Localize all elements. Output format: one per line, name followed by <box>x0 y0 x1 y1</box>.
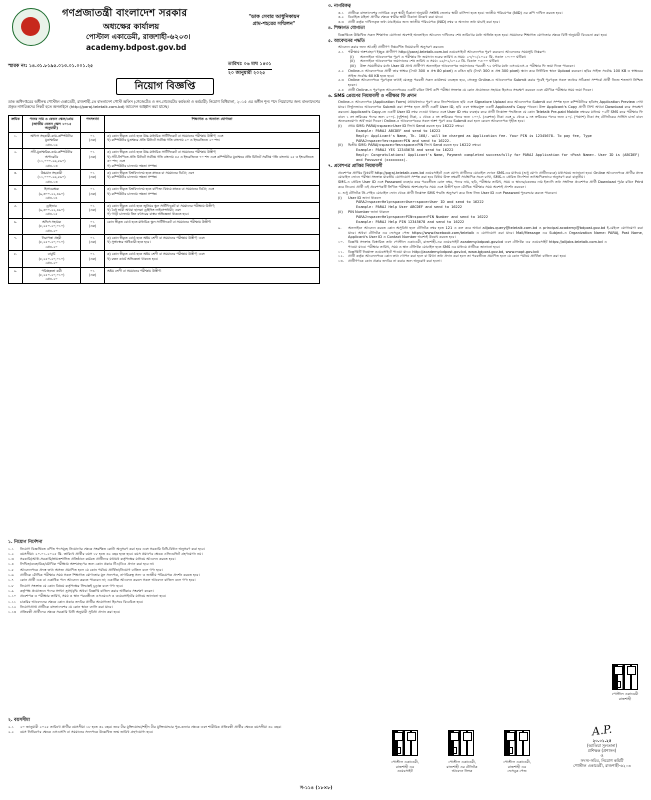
cell-qualification: ক) কোন স্বীকৃত বোর্ড হতে অষ্টম শ্রেণী বা সমমানের পরীক্ষায় উত্তীর্ণ; এবং খ) সুস্বাস্থ্যের অধিকারী হতে হবে। <box>105 235 320 251</box>
paragraph: Online আবেদনপত্রে পূরণকৃত তথ্যই যেহেতু পরবর্তী সকল কার্যক্রমে ব্যবহৃত হবে, সেহেতু Online-এ আবেদনপত্র Submit করার পূর্বেই পূরণকৃত সকল তথ্যের সঠিকতা সম্পর্কে প্রার্থী নিজে শতভাগ নিশ্চিত হবেন। <box>348 78 643 88</box>
qr-caption-application: পোস্টাল একাডেমী, রাজশাহী এর টেলিটক আবেদন লিংক <box>446 760 478 774</box>
rule-item <box>8 568 320 573</box>
date-label: তারিখঃ <box>228 62 243 67</box>
cell-post: নিরাপত্তা প্রহরী (৮,২৫০-২০,০১০) গ্রেড-২০ <box>23 235 81 251</box>
slogan: "ডাক সেবার আধুনিকায়ন গ্রাম-শহরের সম্মিলন" <box>248 14 300 27</box>
sms-reply: Reply: Congratulations! Applicant's Name, Payment completed successfully for PARAJ Application for <Post Name>. User ID is (ABCDEF) and Password (xxxxxxxx). <box>356 152 640 162</box>
signatory-designation: প্রশিক্ষক (প্রশাসন) <box>587 747 617 753</box>
item-number: (i) <box>350 54 354 59</box>
rule-item <box>8 610 320 615</box>
rule-list <box>8 725 320 735</box>
paragraph: Online-এ আবেদনপত্রে প্রার্থী তার স্বাক্ষর (দৈর্ঘ্য 300 × প্রস্থ 80 pixel) ও রঙিন ছবি (দৈর্ঘ্য 300 × প্রস্থ 300 pixel) স্ক্যান করে নির্ধারিত স্থানে Upload করবেন। ছবির সাইজ সর্বোচ্চ 100 KB ও স্বাক্ষরের সাইজ সর্বোচ্চ 60 KB হতে হবে। <box>348 68 643 78</box>
item-text: অনলাইনে আবেদনপত্র পূরণ ও পরীক্ষার ফি জমাদান শুরুর তারিখ ও সময়: ২৭/০১/২০২৫ খ্রি. সকাল ১০:০০ ঘটিকা। <box>360 54 527 59</box>
step-number: (ii) <box>338 210 343 215</box>
signatory-name: (আতিয়া সুলতানা) <box>586 742 618 748</box>
rule-number: ২.১ <box>8 724 14 729</box>
cell-post: অফিস সহায়ক (৮,২৫০-২০,০১০) গ্রেড-২০ <box>23 218 81 234</box>
recovery-steps <box>328 196 643 225</box>
rule-text: প্রার্থীকে মৌখিক পরীক্ষার সময় সকল শিক্ষাগত যোগ্যতার মূল সনদপত্র, নাগরিকত্ব সনদ ও জাতীয় পরিচয়পত্র প্রদর্শন করতে হবে। <box>20 573 200 578</box>
website-qr-code-icon <box>392 730 418 756</box>
paragraph: ৮. শুধু টেলিটক প্রি-পেইড মোবাইল ফোন থেকে প্রার্থী নিম্নোক্ত SMS পদ্ধতি অনুসরণ করে নিজ নিজ User ID এবং Password পুনরুদ্ধার করতে পারবেন। <box>338 190 557 195</box>
table-row <box>9 218 320 234</box>
cell-qualification: ক) কোন স্বীকৃত বিশ্ববিদ্যালয় হতে বাণিজ্য বিষয়ে স্নাতক বা সমমানের ডিগ্রি; এবং খ) কম্পিউটার চালনায় দক্ষতা সম্পন্ন। <box>105 186 320 202</box>
sms-example: Example: PARAJ YES 12345678 and send to 16222 <box>356 148 454 153</box>
rule-number: ১.৪ <box>8 562 14 567</box>
sms-reply: Example: PARAJ Help User ABCDEF and send to 16222 <box>356 205 463 210</box>
cell-serial: ৭. <box>9 235 23 251</box>
rule-text: চাকরির আবেদনের ক্ষেত্রে কোন প্রকার তদবির প্রার্থীর অযোগ্যতা হিসেবে বিবেচিত হবে। <box>20 599 144 604</box>
item-number: ৩.২ <box>338 15 344 20</box>
cell-qualification: ক) কোন স্বীকৃত বোর্ড হতে জুনিয়র স্কুল সার্টিফিকেট বা সমমানের পরীক্ষায় উত্তীর্ণ; খ) বৈধ ভারী অথবা হালকা ড্রাইভিং লাইসেন্সধারী; এবং গ) গাড়ী চালনায় তিন বৎসরের বাস্তব অভিজ্ঞতা থাকতে হবে। <box>105 202 320 218</box>
item-text: প্রার্থী কর্তৃক দাখিলকৃত তথ্য যাচাইয়ের জন্য জাতীয় পরিচয়পত্র (NID) নম্বর ও অন্যান্য তথ্য যাচাই করা হবে। <box>348 19 500 24</box>
cell-count: ০১ (এক) <box>81 186 105 202</box>
cell-post: ড্রাইভার (৯,৩০০-২২,৪৯০) গ্রেড-১৫ <box>23 202 81 218</box>
step-text: প্রথম SMS: PARAJ<space>User ID লিখে Send করতে হবে 16222 নম্বরে। <box>348 124 464 129</box>
table-header-row <box>9 116 320 133</box>
col-count: পদসংখ্যা <box>81 116 105 133</box>
cell-count: ০১ (এক) <box>81 133 105 149</box>
header <box>8 4 320 68</box>
date-block <box>228 62 272 76</box>
rule-number: ১.৬ <box>8 573 14 578</box>
paragraph: প্রার্থীগণকে কোন প্রকার তদবির না করার জন্য অনুরোধ করা হলো। <box>348 258 442 263</box>
page-title: নিয়োগ বিজ্ঞপ্তি <box>116 78 214 95</box>
paragraph: বিজ্ঞপ্তি সংক্রান্ত বিস্তারিত তথ্য পোস্টাল একাডেমী, রাজশাহী-এর ওয়েবসাইট academy.bdpost.gov.bd এবং টেলিটক এর ওয়েবসাইট https://alljobs.teletalk.com.bd এ পাওয়া যাবে। পরীক্ষার তারিখ, সময় ও স্থান টেলিটক মোবাইল হতে SMS এর মাধ্যমে প্রার্থীকে জানানো হবে। <box>348 240 607 249</box>
item-number: ৩.১ <box>338 10 344 15</box>
table-row <box>9 202 320 218</box>
facebook-qr-code-icon <box>504 730 530 756</box>
rule-text: বয়সসীমা: ২০-০১-২০২৫ খ্রি. তারিখে প্রার্থীর বয়স ১৮ হতে ৩২ বছর হতে হবে। বয়স প্রমাণের ক্ষেত্রে এফিডেভিট গ্রহণযোগ্য নয়। <box>20 551 203 556</box>
section-heading: ৬. SMS প্রেরণের নিয়মাবলী ও পরীক্ষার ফি প্রদান <box>328 93 417 99</box>
section-heading: ৭. প্রবেশপত্র প্রাপ্তির নিয়মাবলী <box>328 164 383 170</box>
rule-number: ১.৮ <box>8 583 14 588</box>
section-heading: ৩. নাগরিকত্ব <box>328 4 351 9</box>
table-row <box>9 251 320 267</box>
paragraph: প্রবেশপত্র প্রাপ্তির বিষয়টি http://paraj.teletalk.com.bd ওয়েবসাইটে এবং যোগ্য প্রার্থীদের মোবাইল ফোনে SMS-এর মাধ্যমে (শুধু যোগ্য প্রার্থীদেরকে) যথাসময়ে জানানো হবে। Online আবেদনপত্রে প্রার্থীর প্রদত্ত মোবাইল ফোনে পরীক্ষা সংক্রান্ত যাবতীয় যোগাযোগ সম্পন্ন করা হবে বিধায় উক্ত নম্বরটি সার্বক্ষণিক সচল রাখা, SMS-এ প্রেরিত নির্দেশনা তাৎক্ষণিকভাবে অনুসরণ করা বাঞ্ছনীয়। <box>338 170 643 180</box>
table-row <box>9 133 320 149</box>
cell-serial: ৩. <box>9 169 23 185</box>
rule-number: ১.৩ <box>8 557 14 562</box>
cell-count: ০১ (এক) <box>81 235 105 251</box>
rule-text: নিয়োগ সংক্রান্ত যে কোন বিষয়ে কর্তৃপক্ষের সিদ্ধান্তই চূড়ান্ত বলে গণ্য হবে। <box>20 583 124 588</box>
rule-item <box>8 552 320 557</box>
cell-serial: ৪. <box>9 186 23 202</box>
paragraph: আবেদন করার জন্য আগ্রহী প্রার্থীগণ নিম্নবর্ণিত নিয়মাবলী অনুসরণ করবেন: <box>338 45 445 50</box>
qr-caption-facebook: পোস্টাল একাডেমী, রাজশাহী এর ফেসবুক পেজ <box>503 760 531 774</box>
cell-post: বাবুর্চি (৮,২৫০-২০,০১০) গ্রেড-২০ <box>23 251 81 267</box>
step-text: দ্বিতীয় SMS: PARAJ<space>Yes<space>PIN লিখে Send করতে হবে 16222 নম্বরে। <box>348 143 482 148</box>
rule-item <box>8 594 320 599</box>
rule-number: ১.১৩ <box>8 610 17 615</box>
cell-serial: ৯. <box>9 267 23 283</box>
cell-count: ০১ (এক) <box>81 267 105 283</box>
signature-date: ২০.০১.২৫ <box>592 737 612 743</box>
rule-item <box>8 584 320 589</box>
qr-caption-website: পোস্টাল একাডেমী, রাজশাহী এর ওয়েবসাইট <box>391 760 419 774</box>
general-instructions <box>8 540 320 616</box>
cell-count: ০১ (এক) <box>81 149 105 170</box>
vacancy-rows <box>9 133 320 284</box>
vacancy-table <box>8 115 320 284</box>
rule-number: ১.১২ <box>8 605 17 610</box>
signatory-office: পোস্টাল একাডেমী, রাজশাহী-৬২০৩ <box>573 762 631 768</box>
section-heading: ৫. আবেদনের পদ্ধতি <box>328 38 365 44</box>
office-address: পোস্টাল একাডেমী, রাজশাহী-৬২০৩। <box>86 33 191 41</box>
list-item <box>338 20 643 25</box>
item-text: প্রার্থীকে বাংলাদেশের নাগরিক এবং স্থায়ী ঠিকানা অনুযায়ী সংশ্লিষ্ট জেলার স্থায়ী বাসিন্দা হতে হবে। জাতীয় পরিচয়পত্র (NID) এর কপি দাখিল করতে হবে। <box>348 10 563 15</box>
col-post: পদের নাম ও বেতন স্কেল/গ্রেড (জাতীয় বেতন স্কেল ২০১৫ অনুযায়ী) <box>23 116 81 133</box>
paragraph: পরীক্ষায় অংশগ্রহণে ইচ্ছুক প্রার্থীগণ http://paraj.teletalk.com.bd ওয়েবসাইটে আবেদনপত্র পূরণ করবেন। আবেদনের সময়সূচি নিম্নরূপ: <box>348 49 546 54</box>
rule-item <box>8 578 320 583</box>
rule-text: ২০ জানুয়ারী ২০২৫ তারিখে প্রার্থীর বয়সসীমা ১৮ হতে ৩২ বছর। তবে বীর মুক্তিযোদ্ধা/শহীদ বীর মুক্তিযোদ্ধার পুত্র-কন্যার ক্ষেত্রে এবং শারীরিক প্রতিবন্ধী প্রার্থীর ক্ষেত্রে বয়সসীমা ৩২ বছর। <box>20 724 282 729</box>
rule-item <box>8 547 320 552</box>
sms-steps <box>328 124 643 163</box>
website-qr-code-icon <box>612 664 638 690</box>
paragraph: বিজ্ঞপ্তিটি নিম্নোক্ত ওয়েবসাইটে পাওয়া যাবে: http://academy.bdpost.gov.bd, www.bdpost.gov.bd, www.mopt.gov.bd। <box>348 249 540 254</box>
item-number: ৩.৩ <box>338 19 344 24</box>
table-row <box>9 169 320 185</box>
step-number: (ii) <box>338 143 343 148</box>
signature-scribble: A.P. <box>591 722 613 739</box>
print-reference: স-১১৪ (১৮×৮) <box>300 786 333 791</box>
rule-text: প্রবেশপত্র ও পরীক্ষার তারিখ, সময় ও স্থান পরবর্তীতে এসএমএস ও ওয়েবসাইটের মাধ্যমে জানানো হবে। <box>20 594 167 599</box>
cell-qualification: ক) কোন স্বীকৃত বোর্ড হতে অষ্টম শ্রেণী বা সমমানের পরীক্ষায় উত্তীর্ণ; এবং খ) রন্ধন কার্যে অভিজ্ঞতা থাকতে হবে। <box>105 251 320 267</box>
rule-number: ২.২ <box>8 729 14 734</box>
cell-serial: ৫. <box>9 202 23 218</box>
table-row <box>9 235 320 251</box>
cell-count: ০১ (এক) <box>81 202 105 218</box>
rule-text: নিয়োগপ্রাপ্ত প্রার্থীকে বাংলাদেশের যে কোন স্থানে বদলি করা যাবে। <box>20 605 113 610</box>
cell-qualification: ক) কোন স্বীকৃত বিশ্ববিদ্যালয় হতে স্নাতক বা সমমানের ডিগ্রি; এবং খ) কম্পিউটার চালনায় দক্ষতা সম্পন্ন। <box>105 169 320 185</box>
rule-item <box>8 600 320 605</box>
schedule-list <box>340 55 643 69</box>
section-heading: ২. বয়সসীমা <box>8 718 30 723</box>
rule-number: ১.৭ <box>8 578 14 583</box>
paragraph: বিজ্ঞপ্তিতে উল্লিখিত সকল শিক্ষাগত যোগ্যতা অবশ্যই অনলাইনে আবেদন দাখিলের শেষ তারিখের মধ্যে অর্জিত হতে হবে। সমমানের শিক্ষাগত যোগ্যতার ক্ষেত্রে বিধি অনুযায়ী বিবেচনা করা হবে। <box>338 32 608 37</box>
paragraph: Online-এ আবেদনপত্র (Application Form) যথাযথভাবে পূরণ করে নির্দেশনামতে ছবি এবং Signature Upload করে আবেদনপত্র Submit করা সম্পন্ন হলে কম্পিউটারে ছবিসহ Application Preview দেখা যাবে। নির্ভুলভাবে আবেদনপত্র Submit করা সম্পন্ন হলে প্রার্থী একটি User ID, ছবি এবং স্বাক্ষরযুক্ত একটি Applicant's Copy পাবেন। উক্ত Applicant's Copy প্রার্থী প্রিন্ট অথবা Download করে সংরক্ষণ করবেন। Applicant's Copy-তে একটি User ID নম্বর দেওয়া থাকবে এবং User ID নম্বর ব্যবহার করে প্রার্থী নিম্নোক্ত পদ্ধতিতে যে কোন Teletalk Pre-paid Mobile নম্বরের মাধ্যমে ০২টি SMS করে পরীক্ষার ফি বাবদ ১ নং ক্রমিকের পদের জন্য ২০০/- (দুইশত) টাকা, ২ থেকে ৫ নং ক্রমিকের পদের জন্য ১০০/- (একশত) টাকা এবং ৬ থেকে ৯ নং ক্রমিকের পদের জন্য ৫০/- (পঞ্চাশ) টাকা সহ টেলিটকের সার্ভিস চার্জ বাবদ অফেরতযোগ্য অর্থ জমা দিবেন। Online-এ আবেদনপত্রের সকল অংশ পূরণ করে Submit করা হলে কেবল আবেদনপত্র গৃহীত হবে। <box>338 100 643 124</box>
item-text: বিবাহিত মহিলা প্রার্থীর ক্ষেত্রে স্বামীর স্থায়ী ঠিকানা উল্লেখ করা যাবে। <box>348 15 444 20</box>
qr-side-caption: পোস্টাল একাডেমী রাজশাহী <box>611 692 639 701</box>
rule-number: ১.৯ <box>8 589 14 594</box>
government-title: গণপ্রজাতন্ত্রী বাংলাদেশ সরকার <box>62 8 188 19</box>
rule-item <box>8 730 320 735</box>
office-title: অধ্যক্ষের কার্যালয় <box>103 22 160 31</box>
date-english: ২০ জানুয়ারী ২০২৫ <box>228 69 272 77</box>
cell-count: ০১ (এক) <box>81 251 105 267</box>
intro-paragraph: ডাক অধিদপ্তরের অধীনস্থ পোস্টাল একাডেমী, রাজশাহী-তে বাংলাদেশ পোস্ট অফিস (গেজেটেড ও নন-গেজেটেড কর্মকর্তা ও কর্মচারী) নিয়োগ বিধিমালা, ২০১৫ এর অধীন শূন্য পদে নিয়োগের জন্য বাংলাদেশের প্রকৃত নাগরিকদের নিকট হতে অনলাইনে (http://paraj.teletalk.com.bd) আবেদন আহ্বান করা যাচ্ছে। <box>8 99 320 110</box>
memo-number: স্মারক নং: ১৪.৩১.৮১৯৫.০১৩.০১.০০১.২৫ <box>8 64 94 69</box>
cell-serial: ৬. <box>9 218 23 234</box>
item-number: (ii) <box>350 59 355 64</box>
cell-serial: ১. <box>9 133 23 149</box>
sms-example: PARAJ<space>Help<space>User<space>User ID and send to 16222 <box>356 200 484 205</box>
table-row <box>9 149 320 170</box>
step-text: User ID জানা থাকলে <box>348 195 381 200</box>
rule-number: ১.৫ <box>8 567 14 572</box>
rule-item <box>8 725 320 730</box>
signatory-conjunction: ও <box>600 752 604 758</box>
cell-qualification: ক) কোন স্বীকৃত বোর্ড হতে উচ্চ মাধ্যমিক সার্টিফিকেট বা সমমানের পরীক্ষায় উত্তীর্ণ; খ) সাঁট-লিপিতে প্রতি মিনিটে সর্বনিম্ন গতি বাংলায় ৪৫ ও ইংরেজিতে ৭০ শব্দ এবং কম্পিউটার মুদ্রাক্ষরে প্রতি মিনিটে সর্বনিম্ন গতি বাংলায় ২৫ ও ইংরেজিতে ৩০ শব্দ; এবং গ) কম্পিউটার চালনায় দক্ষতা সম্পন্ন। <box>105 149 320 170</box>
cell-post: পরিচ্ছন্নতা কর্মী (৮,২৫০-২০,০১০) গ্রেড-২০ <box>23 267 81 283</box>
col-serial: ক্রমিক <box>9 116 23 133</box>
section-heading: ১. নিয়োগ নির্দেশনা <box>8 540 43 545</box>
rule-list <box>8 547 320 616</box>
rule-text: লিখিত/ব্যবহারিক/মৌখিক পরীক্ষায় অংশগ্রহণের জন্য কোন প্রকার টিএ/ডিএ প্রদান করা হবে না। <box>20 562 155 567</box>
application-link-qr-code-icon <box>448 730 474 756</box>
sms-example: Example: PARAJ ABCDEF and send to 16222 <box>356 128 441 133</box>
rule-text: প্রতিবন্ধী প্রার্থীদের ক্ষেত্রে সরকারি বিধি অনুযায়ী সুবিধা প্রদান করা হবে। <box>20 610 121 615</box>
cell-post: সাঁট-মুদ্রাক্ষরিক-কাম-কম্পিউটার অপারেটর (১১,০০০-২৬,৫৯০) গ্রেড-১৩ <box>23 149 81 170</box>
rule-item <box>8 562 320 567</box>
paragraph: SMS-এ প্রেরিত User ID এবং Password ব্যবহার করে পরবর্তীতে রোল নম্বর, পদের নাম, ছবি, পরীক্ষার তারিখ, সময় ও স্থানের/কেন্দ্রের নাম ইত্যাদি তথ্য সম্বলিত প্রবেশপত্র প্রার্থী Download পূর্বক রঙিন Print করে নিবেন। প্রার্থী এই প্রবেশপত্রটি লিখিত পরীক্ষায় অংশগ্রহণের সময় এবং উত্তীর্ণ হলে মৌখিক পরীক্ষার সময় অবশ্যই প্রদর্শন করবেন। <box>338 180 643 189</box>
cell-count: ০১ (এক) <box>81 169 105 185</box>
government-emblem-icon <box>12 8 50 46</box>
age-conditions <box>8 718 320 735</box>
rule-number: ১.১ <box>8 546 14 551</box>
rule-text: আবেদনপত্রে প্রদত্ত তথ্য অসত্য প্রমাণিত হলে যে কোন পর্যায়ে প্রার্থিতা/নিয়োগ বাতিল বলে গণ্য হবে। <box>20 567 163 572</box>
cell-post: অফিস সহকারী-কাম-কম্পিউটার মুদ্রাক্ষরিক গ্রেড-১৬ <box>23 133 81 149</box>
right-column: ৩. নাগরিকত্ব ৩.১ প্রার্থীকে বাংলাদেশের নাগরিক এবং স্থায়ী ঠিকানা অনুযায়ী সংশ্লিষ্ট জেলার স্থায়ী বাসিন্দা হতে হবে। জাতীয় পরিচয়পত্র (NID) এর কপি দাখিল করতে হবে। ৩.২ বিবাহিত মহিলা প্রার্থীর ক্ষেত্রে স্বামীর স্থায়ী ঠিকানা উল্লেখ করা যাবে। ৩.৩ প্রার্থী কর্তৃক দাখিলকৃত তথ্য যাচাইয়ের জন্য জাতীয় পরিচয়পত্র (NID) নম্বর ও অন্যান্য তথ্য যাচাই করা হবে। ৪. শিক্ষাগত যোগ্যতা বিজ্ঞপ্তিতে উল্লিখিত সকল শিক্ষাগত যোগ্যতা অবশ্যই অনলাইনে আবেদন দাখিলের শেষ তারিখের মধ্যে অর্জিত হতে হবে। সমমানের শিক্ষাগত যোগ্যতার ক্ষেত্রে বিধি অনুযায়ী বিবেচনা করা হবে। ৫. আবেদনের পদ্ধতি আবেদন করার জন্য আগ্রহী প্রার্থীগণ নিম্নবর্ণিত নিয়মাবলী অনুসরণ করবেন: ৫.১ পরীক্ষায় অংশগ্রহণে ইচ্ছুক প্রার্থীগণ http://paraj.teletalk.com.bd ওয়েবসাইটে আবেদনপত্র পূরণ করবেন। আবেদনের সময়সূচি নিম্নরূপ: (i) অনলাইনে আবেদনপত্র পূরণ ও পরীক্ষার ফি জমাদান শুরুর তারিখ ও সময়: ২৭/০১/২০২৫ খ্রি. সকাল ১০:০০ ঘটিকা। (ii) অনলাইনে আবেদনপত্র জমাদানের শেষ তারিখ ও সময়: ২৬/০২/২০২৫ খ্রি. বিকাল ০৫:০০ ঘটিকা। (iii) উক্ত সময়সীমার মধ্যে User ID প্রাপ্ত প্রার্থীগণ অনলাইনে আবেদনপত্র জমাদানের পরবর্তী ৭২ ঘণ্টার মধ্যে এসএমএস-এ পরীক্ষার ফি জমা দিতে পারবেন। ৫.২ Online-এ আবেদনপত্রে প্রার্থী তার স্বাক্ষর (দৈর্ঘ্য 300 × প্রস্থ 80 pixel) ও রঙিন ছবি (দৈর্ঘ্য 300 × প্রস্থ 300 pixel) স্ক্যান করে নির্ধারিত স্থানে Upload করবেন। ছবির সাইজ সর্বোচ্চ 100 KB ও স্বাক্ষরের সাইজ সর্বোচ্চ 60 KB হতে হবে। ৫.৩ Online আবেদনপত্রে পূরণকৃত তথ্যই যেহেতু পরবর্তী সকল কার্যক্রমে ব্যবহৃত হবে, সেহেতু Online-এ আবেদনপত্র Submit করার পূর্বেই পূরণকৃত সকল তথ্যের সঠিকতা সম্পর্কে প্রার্থী নিজে শতভাগ নিশ্চিত হবেন। ৫.৪ প্রার্থী Online-এ পূরণকৃত আবেদনপত্রের একটি রঙিন প্রিন্ট কপি পরীক্ষা সংক্রান্ত যে কোন প্রয়োজনে সহায়ক হিসেবে সংরক্ষণ করবেন এবং মৌখিক পরীক্ষার সময় জমা দিবেন। ৬. SMS প্রেরণের নিয়মাবলী ও পরীক্ষার ফি প্রদান Online-এ আবেদনপত্র (Application Form) যথাযথভাবে পূরণ করে নির্দেশনামতে ছবি এবং Signature Upload করে আবেদনপত্র Submit করা সম্পন্ন হলে কম্পিউটারে ছবিসহ Application Preview দেখা যাবে। নির্ভুলভাবে আবেদনপত্র Submit করা সম্পন্ন হলে প্রার্থী একটি User ID, ছবি এবং স্বাক্ষরযুক্ত একটি Applicant's Copy পাবেন। উক্ত Applicant's Copy প্রার্থী প্রিন্ট অথবা Download করে সংরক্ষণ করবেন। Applicant's Copy-তে একটি User ID নম্বর দেওয়া থাকবে এবং User ID নম্বর ব্যবহার করে প্রার্থী নিম্নোক্ত পদ্ধতিতে যে কোন Teletalk Pre-paid Mobile নম্বরের মাধ্যমে ০২টি SMS করে পরীক্ষার ফি বাবদ ১ নং ক্রমিকের পদের জন্য ২০০/- (দুইশত) টাকা, ২ থেকে ৫ নং ক্রমিকের পদের জন্য ১০০/- (একশত) টাকা এবং ৬ থেকে ৯ নং ক্রমিকের পদের জন্য ৫০/- (পঞ্চাশ) টাকা সহ টেলিটকের সার্ভিস চার্জ বাবদ অফেরতযোগ্য অর্থ জমা দিবেন। Online-এ আবেদনপত্রের সকল অংশ পূরণ করে Submit করা হলে কেবল আবেদনপত্র গৃহীত হবে। (i) প্রথম SMS: PARAJ<space>User ID লিখে Send করতে হবে 16222 নম্বরে। Example: PARAJ ABCDEF and send to 16222 Reply: Applicant's Name, Tk. 168/- will be charged as Application fee. Your PIN is 12345678. To pay fee, Type PARAJ<space>Yes<space>PIN and send to 16222. (ii) দ্বিতীয় SMS: PARAJ<space>Yes<space>PIN লিখে Send করতে হবে 16222 নম্বরে। Example: PARAJ YES 12345678 and send to 16222 Reply: Congratulations! Applicant's Name, Payment completed successfully for PARAJ Application for <Post Name>. User ID is (ABCDEF) and Password (xxxxxxxx). ৭. প্রবেশপত্র প্রাপ্তির নিয়মাবলী প্রবেশপত্র প্রাপ্তির বিষয়টি http://paraj.teletalk.com.bd ওয়েবসাইটে এবং যোগ্য প্রার্থীদের মোবাইল ফোনে SMS-এর মাধ্যমে (শুধু যোগ্য প্রার্থীদেরকে) যথাসময়ে জানানো হবে। Online আবেদনপত্রে প্রার্থীর প্রদত্ত মোবাইল ফোনে পরীক্ষা সংক্রান্ত যাবতীয় যোগাযোগ সম্পন্ন করা হবে বিধায় উক্ত নম্বরটি সার্বক্ষণিক সচল রাখা, SMS-এ প্রেরিত নির্দেশনা তাৎক্ষণিকভাবে অনুসরণ করা বাঞ্ছনীয়। SMS-এ প্রেরিত User ID এবং Password ব্যবহার করে পরবর্তীতে রোল নম্বর, পদের নাম, ছবি, পরীক্ষার তারিখ, সময় ও স্থানের/কেন্দ্রের নাম ইত্যাদি তথ্য সম্বলিত প্রবেশপত্র প্রার্থী Download পূর্বক রঙিন Print করে নিবেন। প্রার্থী এই প্রবেশপত্রটি লিখিত পরীক্ষায় অংশগ্রহণের সময় এবং উত্তীর্ণ হলে মৌখিক পরীক্ষার সময় অবশ্যই প্রদর্শন করবেন। ৮. শুধু টেলিটক প্রি-পেইড মোবাইল ফোন থেকে প্রার্থী নিম্নোক্ত SMS পদ্ধতি অনুসরণ করে নিজ নিজ User ID এবং Password পুনরুদ্ধার করতে পারবেন। (i) User ID জানা থাকলে PARAJ<space>Help<space>User<space>User ID and send to 16222 Example: PARAJ Help User ABCDEF and send to 16222 (ii) PIN Number জানা থাকলে PARAJ<space>Help<space>PIN<space>PIN Number and send to 16222 Example: PARAJ Help PIN 12345678 and send to 16222 ৯. অনলাইনে আবেদন করতে কোন অসুবিধা হলে টেলিটক নম্বর হতে 121 এ কল করে অথবা alljobs.query@teletalk.com.bd ও principal.academy@bdpost.gov.bd ই-মেইলে যোগাযোগ করা যাবে। অথবা টেলিটক এর ফেসবুক পেজ https://www.facebook.com/teletalk এ যোগাযোগ করা যাবে। Mail/Message এর Subject-এ Organization Name: PARAJ, Post Name, Applicant's User ID ও Contact Number অবশ্যই উল্লেখ করতে হবে। ১০. বিজ্ঞপ্তি সংক্রান্ত বিস্তারিত তথ্য পোস্টাল একাডেমী, রাজশাহী-এর ওয়েবসাইট academy.bdpost.gov.bd এবং টেলিটক এর ওয়েবসাইট https://alljobs.teletalk.com.bd এ পাওয়া যাবে। পরীক্ষার তারিখ, সময় ও স্থান টেলিটক মোবাইল হতে SMS এর মাধ্যমে প্রার্থীকে জানানো হবে। ১১. বিজ্ঞপ্তিটি নিম্নোক্ত ওয়েবসাইটে পাওয়া যাবে: http://academy.bdpost.gov.bd, www.bdpost.gov.bd, www.mopt.gov.bd। ১২. প্রার্থী কর্তৃক আবেদনপত্রে কোন তথ্য গোপন করা হলে বা মিথ্যা তথ্য প্রদান করা হলে তা পরবর্তীতে প্রমাণিত হলে যে কোন পর্যায়ে প্রার্থিতা বাতিল করা হবে। ১৩. প্রার্থীগণকে কোন প্রকার তদবির না করার জন্য অনুরোধ করা হলো। <box>328 4 643 263</box>
item-text: অনলাইনে আবেদনপত্র জমাদানের শেষ তারিখ ও সময়: ২৬/০২/২০২৫ খ্রি. বিকাল ০৫:০০ ঘটিকা। <box>360 59 500 64</box>
cell-qualification: ক) কোন স্বীকৃত বোর্ড হতে উচ্চ মাধ্যমিক সার্টিফিকেট বা সমমানের পরীক্ষায় উত্তীর্ণ; এবং খ) কম্পিউটার মুদ্রাক্ষরে প্রতি মিনিটে সর্বনিম্ন গতি বাংলায় ২০ ও ইংরেজিতে ২০ শব্দ। <box>105 133 320 149</box>
rule-text: বয়স নির্ধারণের ক্ষেত্রে এসএসসি বা সমমানের সনদপত্রে উল্লেখিত জন্ম তারিখ গ্রহণযোগ্য হবে। <box>20 729 154 734</box>
cell-serial: ৮. <box>9 251 23 267</box>
date-bangla: ০৬ মাঘ ১৪৩১ <box>243 62 272 67</box>
signature-block <box>562 724 642 768</box>
table-row <box>9 186 320 202</box>
rule-number: ১.১০ <box>8 594 17 599</box>
sms-example: PARAJ<space>Help<space>PIN<space>PIN Number and send to 16222 <box>356 214 488 219</box>
paragraph: অনলাইনে আবেদন করতে কোন অসুবিধা হলে টেলিটক নম্বর হতে 121 এ কল করে অথবা alljobs.query@teletalk.com.bd ও principal.academy@bdpost.gov.bd ই-মেইলে যোগাযোগ করা যাবে। অথবা টেলিটক এর ফেসবুক পেজ https://www.facebook.com/teletalk এ যোগাযোগ করা যাবে। Mail/Message এর Subject-এ Organization Name: PARAJ, Post Name, Applicant's User ID ও Contact Number অবশ্যই উল্লেখ করতে হবে। <box>348 225 643 240</box>
cell-qualification: অষ্টম শ্রেণী বা সমমানের পরীক্ষায় উত্তীর্ণ। <box>105 267 320 283</box>
signatory-role: সদস্য-সচিব, নিয়োগ কমিটি <box>580 757 624 763</box>
sms-reply: Example: PARAJ Help PIN 12345678 and send to 16222 <box>356 219 465 224</box>
office-website: academy.bdpost.gov.bd <box>86 43 187 52</box>
cell-post: উচ্চমান সহকারী (১১,০০০-২৬,৫৯০) গ্রেড-১৩ <box>23 169 81 185</box>
cell-count: ০১ (এক) <box>81 218 105 234</box>
cell-post: হিসাবরক্ষক (৯,৩০০-২২,৪৯০) গ্রেড-১৪ <box>23 186 81 202</box>
rule-number: ১.১১ <box>8 599 17 604</box>
step-number: (i) <box>338 195 342 200</box>
cell-qualification: কোন স্বীকৃত বোর্ড হতে মাধ্যমিক স্কুল সার্টিফিকেট বা সমমানের পরীক্ষায় উত্তীর্ণ। <box>105 218 320 234</box>
item-text: উক্ত সময়সীমার মধ্যে User ID প্রাপ্ত প্রার্থীগণ অনলাইনে আবেদনপত্র জমাদানের পরবর্তী ৭২ ঘণ্টার মধ্যে এসএমএস-এ পরীক্ষার ফি জমা দিতে পারবেন। <box>360 64 575 69</box>
table-row <box>9 267 320 283</box>
sms-reply: Reply: Applicant's Name, Tk. 168/- will be charged as Application fee. Your PIN is 12345678. To pay fee, Type PARAJ<space>Yes<space>PIN and send to 16222. <box>356 133 592 143</box>
item-number: (iii) <box>350 64 356 69</box>
rule-number: ১.২ <box>8 551 14 556</box>
rule-text: কর্তৃপক্ষ প্রয়োজনে পদের সংখ্যা হ্রাস/বৃদ্ধি অথবা বিজ্ঞপ্তি বাতিল করার অধিকার সংরক্ষণ করেন। <box>20 589 154 594</box>
step-text: PIN Number জানা থাকলে <box>348 210 390 215</box>
rule-text: সরকারি/আধা-সরকারি/স্বায়ত্তশাসিত প্রতিষ্ঠানে কর্মরত প্রার্থীদের যথাযথ কর্তৃপক্ষের মাধ্যমে আবেদন করতে হবে। <box>20 557 176 562</box>
paragraph: প্রার্থী কর্তৃক আবেদনপত্রে কোন তথ্য গোপন করা হলে বা মিথ্যা তথ্য প্রদান করা হলে তা পরবর্তীতে প্রমাণিত হলে যে কোন পর্যায়ে প্রার্থিতা বাতিল করা হবে। <box>348 254 567 259</box>
rule-text: কোন প্রার্থী এক বা একাধিক পদে আবেদন করতে পারবেন না; একাধিক আবেদন করলে সকল আবেদন বাতিল বলে গণ্য হবে। <box>20 578 196 583</box>
paragraph: প্রার্থী Online-এ পূরণকৃত আবেদনপত্রের একটি রঙিন প্রিন্ট কপি পরীক্ষা সংক্রান্ত যে কোন প্রয়োজনে সহায়ক হিসেবে সংরক্ষণ করবেন এবং মৌখিক পরীক্ষার সময় জমা দিবেন। <box>348 87 593 92</box>
cell-serial: ২. <box>9 149 23 170</box>
col-qualification: শিক্ষাগত ও অন্যান্য যোগ্যতা <box>105 116 320 133</box>
rule-text: নিয়োগ বিজ্ঞপ্তিতে বর্ণিত পদসমূহে নিয়োগের ক্ষেত্রে সংরক্ষিত কোটা অনুসরণ করা হবে এবং সরকারি বিধি-বিধান অনুসরণ করা হবে। <box>20 546 205 551</box>
section-heading: ৪. শিক্ষাগত যোগ্যতা <box>328 26 365 32</box>
rule-list <box>328 11 643 25</box>
step-number: (i) <box>338 124 342 129</box>
